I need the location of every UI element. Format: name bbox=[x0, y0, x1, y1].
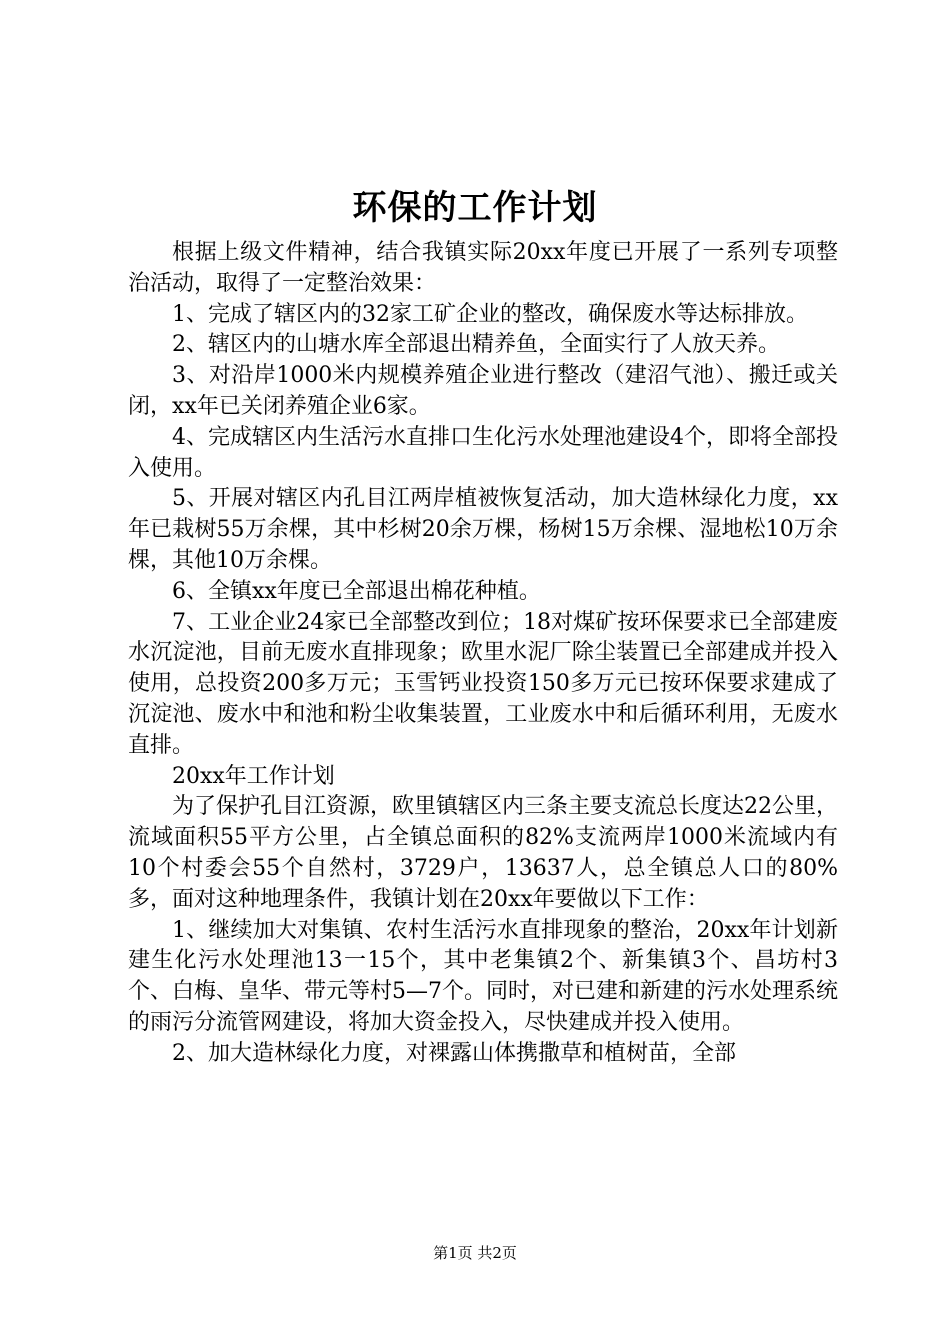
item-paragraph-5: 5、开展对辖区内孔目江两岸植被恢复活动，加大造林绿化力度，xx年已栽树55万余棵，其中杉树20余万棵，杨树15万余棵、湿地松10万余棵，其他10万余棵。 bbox=[128, 486, 838, 573]
plan-item-paragraph-1: 1、继续加大对集镇、农村生活污水直排现象的整治，20xx年计划新建生化污水处理池13一15个，其中老集镇2个、新集镇3个、昌坊村3个、白梅、皇华、带元等村5—7个。同时，对已建和新建的污水处理系统的雨污分流管网建设，将加大资金投入，尽快建成并投入使用。 bbox=[128, 917, 838, 1035]
item-paragraph-7: 7、工业企业24家已全部整改到位；18对煤矿按环保要求已全部建废水沉淀池，目前无废水直排现象；欧里水泥厂除尘装置已全部建成并投入使用，总投资200多万元；玉雪钙业投资150多万元已按环保要求建成了沉淀池、废水中和池和粉尘收集装置，工业废水中和后循环利用，无废水直排。 bbox=[128, 609, 838, 758]
document-title: 环保的工作计划 bbox=[352, 188, 598, 228]
intro-paragraph: 根据上级文件精神，结合我镇实际20xx年度已开展了一系列专项整治活动，取得了一定整治效果： bbox=[128, 240, 838, 296]
item-paragraph-3: 3、对沿岸1000米内规模养殖企业进行整改（建沼气池）、搬迁或关闭，xx年已关闭养殖企业6家。 bbox=[128, 363, 838, 419]
item-paragraph-1: 1、完成了辖区内的32家工矿企业的整改，确保废水等达标排放。 bbox=[172, 301, 808, 327]
item-paragraph-6: 6、全镇xx年度已全部退出棉花种植。 bbox=[172, 578, 541, 604]
page-footer: 第1页 共2页 bbox=[433, 1244, 517, 1262]
plan-item-paragraph-2: 2、加大造林绿化力度，对裸露山体携撒草和植树苗，全部 bbox=[172, 1040, 736, 1066]
item-paragraph-2: 2、辖区内的山塘水库全部退出精养鱼，全面实行了人放天养。 bbox=[172, 332, 780, 358]
document-body bbox=[128, 238, 838, 1070]
plan-intro-paragraph: 为了保护孔目江资源，欧里镇辖区内三条主要支流总长度达22公里，流域面积55平方公里，占全镇总面积的82%支流两岸1000米流域内有10个村委会55个自然村，3729户，13637人，总全镇总人口的80%多，面对这种地理条件，我镇计划在20xx年要做以下工作： bbox=[128, 794, 838, 912]
item-paragraph-4: 4、完成辖区内生活污水直排口生化污水处理池建设4个，即将全部投入使用。 bbox=[128, 424, 838, 481]
section-heading: 20xx年工作计划 bbox=[172, 763, 335, 789]
